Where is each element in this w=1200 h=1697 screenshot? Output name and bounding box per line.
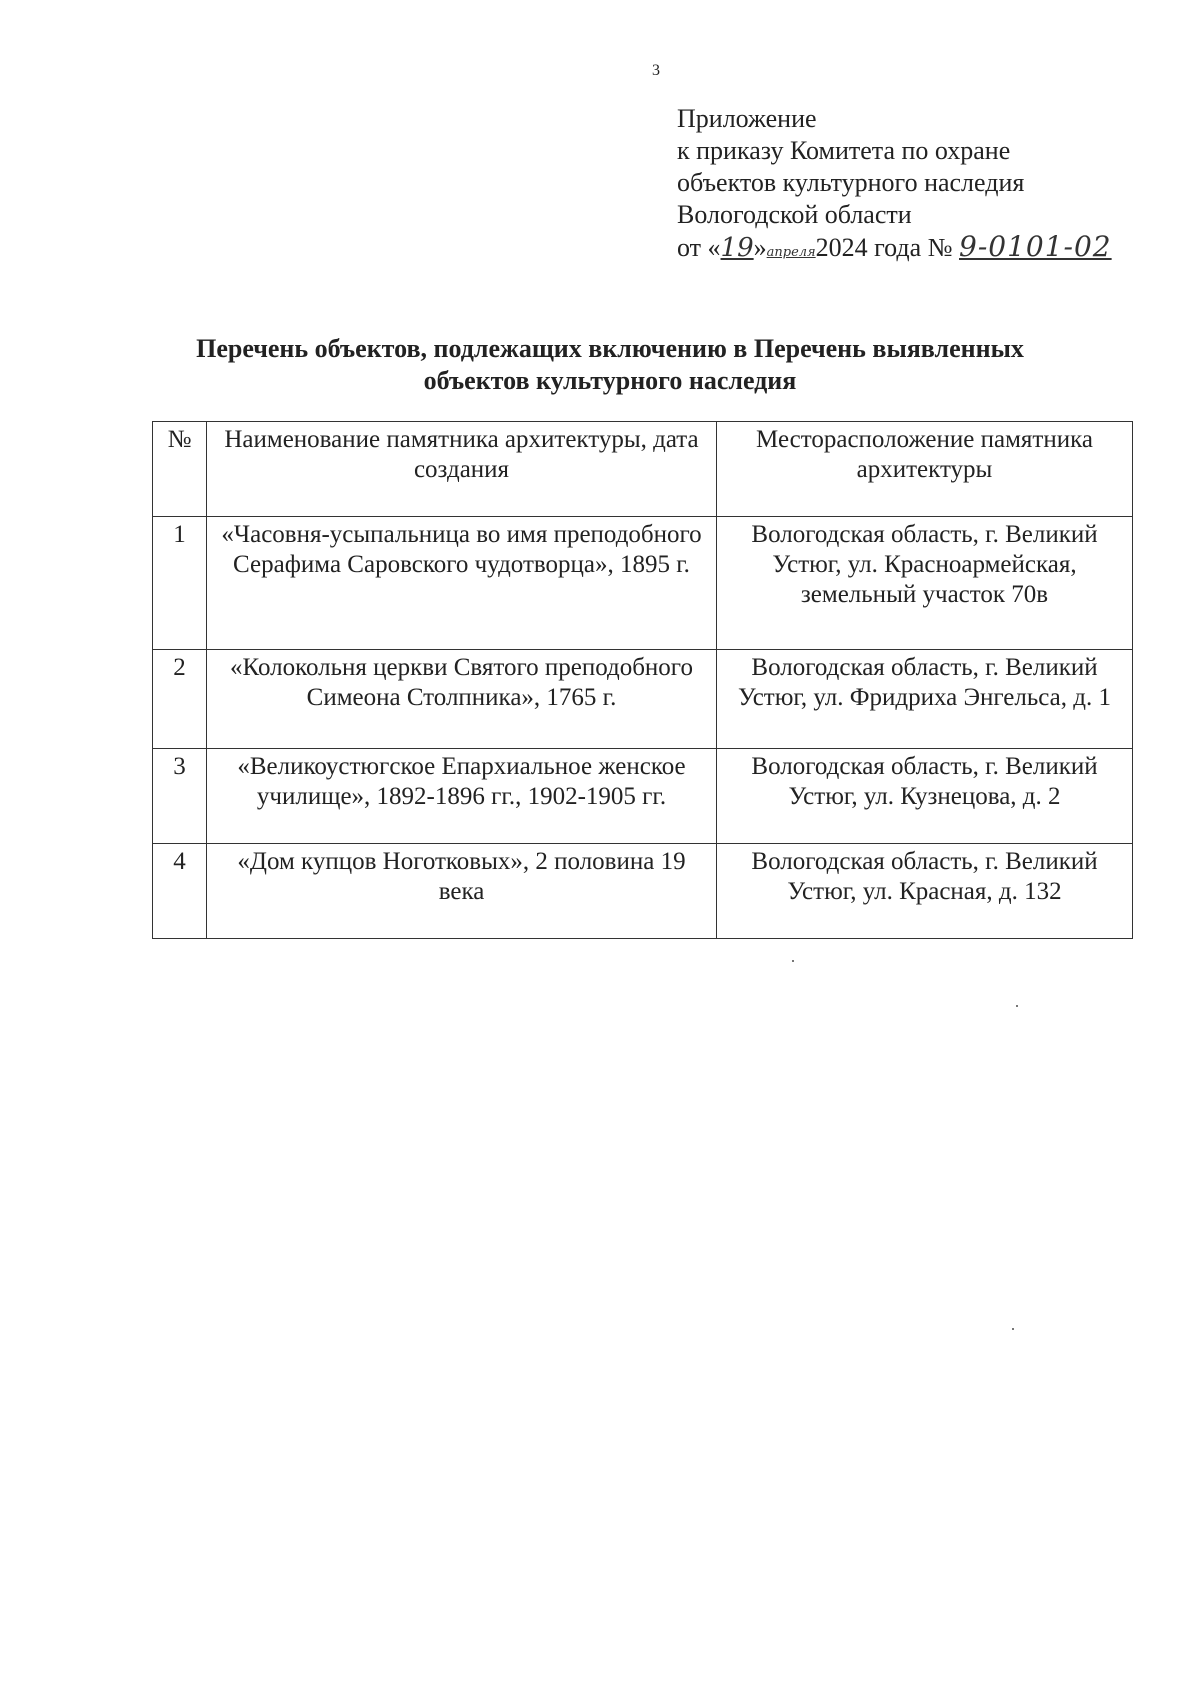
row-name: «Великоустюгское Епархиальное женское училище», 1892-1896 гг., 1902-1905 гг.	[207, 749, 717, 844]
row-num: 4	[153, 844, 207, 939]
table-row	[153, 844, 1133, 939]
date-quote-close: »	[753, 233, 767, 262]
header-num: №	[153, 422, 207, 517]
objects-table	[152, 421, 1133, 939]
document-title: Перечень объектов, подлежащих включению в Перечень выявленных объектов культурного наследия	[196, 334, 1024, 395]
row-num: 1	[153, 517, 207, 650]
row-num: 2	[153, 650, 207, 749]
scan-speck	[1016, 1005, 1018, 1007]
row-name: «Часовня-усыпальница во имя преподобного Серафима Саровского чудотворца», 1895 г.	[207, 517, 717, 650]
row-num: 3	[153, 749, 207, 844]
appendix-date-line	[677, 231, 1112, 269]
handwritten-order-number: 9-0101-02	[959, 230, 1112, 263]
table-row	[153, 749, 1133, 844]
appendix-line: к приказу Комитета по охране	[677, 136, 1011, 165]
page-number: 3	[652, 62, 660, 79]
scan-speck	[792, 960, 794, 962]
appendix-block	[677, 103, 1112, 269]
row-location: Вологодская область, г. Великий Устюг, ул. Красноармейская, земельный участок 70в	[717, 517, 1133, 650]
date-prefix: от «	[677, 233, 721, 262]
table-row	[153, 650, 1133, 749]
date-year: 2024 года №	[815, 233, 953, 262]
row-name: «Дом купцов Ноготковых», 2 половина 19 века	[207, 844, 717, 939]
header-location: Месторасположение памятника архитектуры	[717, 422, 1133, 517]
row-location: Вологодская область, г. Великий Устюг, ул. Фридриха Энгельса, д. 1	[717, 650, 1133, 749]
appendix-line: объектов культурного наследия	[677, 168, 1025, 197]
row-name: «Колокольня церкви Святого преподобного Симеона Столпника», 1765 г.	[207, 650, 717, 749]
header-name: Наименование памятника архитектуры, дата создания	[207, 422, 717, 517]
handwritten-month: апреля	[766, 245, 816, 260]
row-location: Вологодская область, г. Великий Устюг, ул. Кузнецова, д. 2	[717, 749, 1133, 844]
appendix-line: Приложение	[677, 104, 817, 133]
table-header-row	[153, 422, 1133, 517]
scan-speck	[1012, 1328, 1014, 1330]
handwritten-day: 19	[720, 233, 754, 263]
row-location: Вологодская область, г. Великий Устюг, ул. Красная, д. 132	[717, 844, 1133, 939]
appendix-line: Вологодской области	[677, 200, 912, 229]
table-row	[153, 517, 1133, 650]
